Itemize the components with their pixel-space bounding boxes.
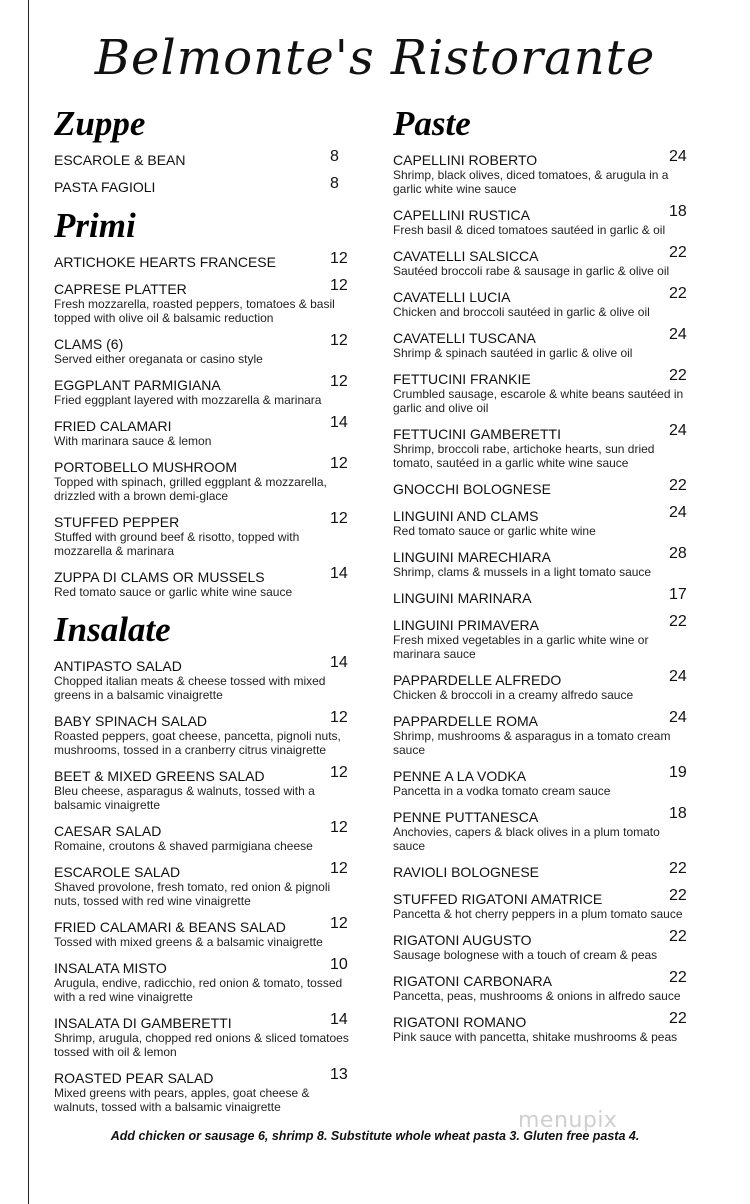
menu-item: [393, 367, 693, 415]
menu-item: [54, 860, 354, 908]
page-border-line: [28, 0, 29, 1204]
menu-item: [393, 764, 693, 798]
menu-item-description: Fresh mixed vegetables in a garlic white wine or marinara sauce: [393, 633, 649, 661]
menu-item-price: 22: [669, 244, 687, 261]
menu-item-description: Roasted peppers, goat cheese, pancetta, pignoli nuts, mushrooms, tossed in a cranberry citrus vinaigrette: [54, 729, 341, 757]
menu-item-description: With marinara sauce & lemon: [54, 434, 212, 448]
menu-item-price: 24: [669, 148, 687, 165]
menu-item-name: RIGATONI CARBONARA: [393, 973, 552, 989]
menu-item-name: LINGUINI PRIMAVERA: [393, 617, 539, 633]
menu-item-description: Chicken and broccoli sautéed in garlic & olive oil: [393, 305, 650, 319]
menu-item: [393, 613, 693, 661]
menu-item-price: 22: [669, 285, 687, 302]
menu-item-name: STUFFED PEPPER: [54, 514, 180, 530]
menu-item-description: Shrimp, black olives, diced tomatoes, & arugula in a garlic white wine sauce: [393, 168, 669, 196]
menu-item-name: CLAMS (6): [54, 336, 124, 352]
menu-item-description: Tossed with mixed greens & a balsamic vinaigrette: [54, 935, 323, 949]
menu-item: [54, 1066, 354, 1114]
menu-item-price: 24: [669, 422, 687, 439]
menu-item-name: CAPELLINI ROBERTO: [393, 152, 538, 168]
menu-item-name: PORTOBELLO MUSHROOM: [54, 459, 238, 475]
menu-item-description: Mixed greens with pears, apples, goat cheese & walnuts, tossed with a balsamic vinaigrette: [54, 1086, 310, 1114]
menu-item: [393, 422, 693, 470]
menu-item-price: 14: [330, 414, 348, 431]
menu-item-description: Pancetta in a vodka tomato cream sauce: [393, 784, 611, 798]
menu-item-description: Fried eggplant layered with mozzarella & marinara: [54, 393, 322, 407]
menu-item-name: RIGATONI AUGUSTO: [393, 932, 532, 948]
menu-item-description: Pancetta, peas, mushrooms & onions in alfredo sauce: [393, 989, 681, 1003]
menu-item-price: 14: [330, 565, 348, 582]
menu-item-description: Topped with spinach, grilled eggplant & mozzarella, drizzled with a brown demi-glace: [54, 475, 327, 503]
menu-item-name: CAVATELLI SALSICCA: [393, 248, 539, 264]
menu-item-name: BABY SPINACH SALAD: [54, 713, 208, 729]
menu-item: [54, 915, 354, 949]
menu-item-name: RAVIOLI BOLOGNESE: [393, 864, 540, 880]
menu-item-description: Red tomato sauce or garlic white wine: [393, 524, 596, 538]
menu-item: [54, 175, 354, 195]
section-title-insalate: Insalate: [54, 610, 171, 649]
menu-item-price: 12: [330, 915, 348, 932]
menu-item-name: FRIED CALAMARI: [54, 418, 172, 434]
menu-item-price: 24: [669, 668, 687, 685]
menu-item-description: Fresh basil & diced tomatoes sautéed in garlic & oil: [393, 223, 666, 237]
menu-item: [393, 285, 693, 319]
menu-item-price: 22: [669, 1010, 687, 1027]
menu-item-price: 24: [669, 326, 687, 343]
menu-item-price: 13: [330, 1066, 348, 1083]
menu-item-description: Shrimp, arugula, chopped red onions & sliced tomatoes tossed with oil & lemon: [54, 1031, 349, 1059]
menu-item-description: Shrimp, clams & mussels in a light tomato sauce: [393, 565, 652, 579]
menu-item-name: ANTIPASTO SALAD: [54, 658, 182, 674]
menu-item-name: ROASTED PEAR SALAD: [54, 1070, 214, 1086]
menu-item: [54, 414, 354, 448]
menu-column-left: [54, 100, 354, 1125]
menu-item: [54, 510, 354, 558]
menu-item-price: 12: [330, 709, 348, 726]
menu-item: [54, 148, 354, 168]
menu-column-right: [393, 100, 693, 1055]
menu-item-price: 12: [330, 455, 348, 472]
menu-item-price: 22: [669, 613, 687, 630]
menu-item: [393, 860, 693, 880]
menu-item-description: Shaved provolone, fresh tomato, red onion & pignoli nuts, tossed with red wine vinaigrette: [54, 880, 331, 908]
menu-item-price: 12: [330, 764, 348, 781]
menu-item-name: ZUPPA DI CLAMS OR MUSSELS: [54, 569, 265, 585]
menu-item-name: CAPELLINI RUSTICA: [393, 207, 530, 223]
menu-item-name: EGGPLANT PARMIGIANA: [54, 377, 221, 393]
menu-item-description: Red tomato sauce or garlic white wine sauce: [54, 585, 293, 599]
menu-item: [54, 1011, 354, 1059]
menu-item: [54, 764, 354, 812]
menu-item-description: Anchovies, capers & black olives in a plum tomato sauce: [393, 825, 660, 853]
menu-item: [393, 1010, 693, 1044]
menu-item: [54, 565, 354, 599]
menu-item-name: PENNE PUTTANESCA: [393, 809, 539, 825]
menu-item: [393, 928, 693, 962]
menu-item-name: ARTICHOKE HEARTS FRANCESE: [54, 254, 276, 270]
menu-item-price: 12: [330, 250, 348, 267]
menu-item-description: Chopped italian meats & cheese tossed with mixed greens in a balsamic vinaigrette: [54, 674, 326, 702]
menu-item-price: 8: [330, 175, 339, 192]
menu-item-description: Sautéed broccoli rabe & sausage in garlic & olive oil: [393, 264, 670, 278]
menu-item-price: 18: [669, 203, 687, 220]
menu-item-name: RIGATONI ROMANO: [393, 1014, 527, 1030]
menu-item-name: FETTUCINI GAMBERETTI: [393, 426, 561, 442]
menu-item: [54, 373, 354, 407]
menu-item: [54, 819, 354, 853]
menu-item-name: ESCAROLE & BEAN: [54, 152, 186, 168]
menu-item-name: FRIED CALAMARI & BEANS SALAD: [54, 919, 286, 935]
menu-item-price: 12: [330, 332, 348, 349]
menu-item-description: Pink sauce with pancetta, shitake mushrooms & peas: [393, 1030, 678, 1044]
menu-item-name: STUFFED RIGATONI AMATRICE: [393, 891, 603, 907]
menu-item: [54, 277, 354, 325]
menu-item: [393, 504, 693, 538]
menu-item-price: 12: [330, 373, 348, 390]
menu-item-price: 24: [669, 709, 687, 726]
menu-item: [54, 250, 354, 270]
menu-item-description: Sausage bolognese with a touch of cream & peas: [393, 948, 658, 962]
menu-item-price: 17: [669, 586, 687, 603]
menu-item-name: CAVATELLI TUSCANA: [393, 330, 536, 346]
menu-item-price: 12: [330, 510, 348, 527]
menu-item-description: Stuffed with ground beef & risotto, topped with mozzarella & marinara: [54, 530, 300, 558]
menu-item-name: PAPPARDELLE ALFREDO: [393, 672, 562, 688]
menu-item-description: Served either oreganata or casino style: [54, 352, 263, 366]
menu-item: [54, 332, 354, 366]
menu-item: [54, 654, 354, 702]
restaurant-title: Belmonte's Ristorante: [94, 30, 656, 86]
menu-item-price: 14: [330, 654, 348, 671]
menu-item-price: 22: [669, 367, 687, 384]
menu-item: [393, 887, 693, 921]
menu-item-price: 12: [330, 860, 348, 877]
menu-item-name: FETTUCINI FRANKIE: [393, 371, 531, 387]
menu-item-name: PASTA FAGIOLI: [54, 179, 156, 195]
menu-item-name: PAPPARDELLE ROMA: [393, 713, 538, 729]
menu-item-name: LINGUINI MARECHIARA: [393, 549, 551, 565]
menu-footer-note: Add chicken or sausage 6, shrimp 8. Substitute whole wheat pasta 3. Gluten free pasta 4.: [110, 1129, 640, 1143]
menu-item: [393, 805, 693, 853]
menu-item-name: ESCAROLE SALAD: [54, 864, 181, 880]
menu-item-name: INSALATA DI GAMBERETTI: [54, 1015, 232, 1031]
menu-item-price: 19: [669, 764, 687, 781]
menu-item-name: INSALATA MISTO: [54, 960, 167, 976]
menu-item-name: GNOCCHI BOLOGNESE: [393, 481, 551, 497]
menu-item-description: Shrimp, broccoli rabe, artichoke hearts, sun dried tomato, sautéed in a garlic white wine sauce: [393, 442, 655, 470]
menu-item-name: CAESAR SALAD: [54, 823, 162, 839]
menu-item-name: CAVATELLI LUCIA: [393, 289, 511, 305]
menu-item-price: 22: [669, 887, 687, 904]
menu-item: [393, 244, 693, 278]
menu-item-price: 22: [669, 477, 687, 494]
menu-item: [393, 203, 693, 237]
menu-item: [393, 148, 693, 196]
menu-item-price: 22: [669, 860, 687, 877]
menu-item-price: 22: [669, 928, 687, 945]
menu-item-description: Fresh mozzarella, roasted peppers, tomatoes & basil topped with olive oil & balsamic reduction: [54, 297, 335, 325]
menu-item: [54, 455, 354, 503]
menu-item-price: 14: [330, 1011, 348, 1028]
menu-item-description: Bleu cheese, asparagus & walnuts, tossed with a balsamic vinaigrette: [54, 784, 315, 812]
menu-item-name: BEET & MIXED GREENS SALAD: [54, 768, 265, 784]
menu-item-description: Pancetta & hot cherry peppers in a plum tomato sauce: [393, 907, 683, 921]
menu-item-description: Romaine, croutons & shaved parmigiana cheese: [54, 839, 313, 853]
menu-item: [393, 477, 693, 497]
menu-item-name: LINGUINI MARINARA: [393, 590, 532, 606]
menu-item-price: 8: [330, 148, 339, 165]
menu-item-price: 10: [330, 956, 348, 973]
menu-item-description: Crumbled sausage, escarole & white beans sautéed in garlic and olive oil: [393, 387, 684, 415]
menu-item: [54, 956, 354, 1004]
menu-item-description: Shrimp, mushrooms & asparagus in a tomato cream sauce: [393, 729, 671, 757]
menu-item-description: Shrimp & spinach sautéed in garlic & olive oil: [393, 346, 633, 360]
section-title-paste: Paste: [393, 104, 471, 143]
menu-item: [393, 586, 693, 606]
menu-item-name: LINGUINI AND CLAMS: [393, 508, 539, 524]
menu-item-price: 18: [669, 805, 687, 822]
menu-item: [393, 668, 693, 702]
menu-item: [393, 326, 693, 360]
menu-item-price: 12: [330, 819, 348, 836]
menu-item-price: 24: [669, 504, 687, 521]
menu-item: [393, 709, 693, 757]
watermark-logo: menupix: [518, 1108, 618, 1133]
menu-item-price: 28: [669, 545, 687, 562]
menu-item-price: 12: [330, 277, 348, 294]
menu-item-description: Chicken & broccoli in a creamy alfredo sauce: [393, 688, 634, 702]
section-title-primi: Primi: [54, 206, 136, 245]
section-title-zuppe: Zuppe: [54, 104, 146, 143]
menu-item-name: PENNE A LA VODKA: [393, 768, 527, 784]
menu-item: [54, 709, 354, 757]
menu-item-name: CAPRESE PLATTER: [54, 281, 187, 297]
menu-item-description: Arugula, endive, radicchio, red onion & tomato, tossed with a red wine vinaigrette: [54, 976, 343, 1004]
menu-item: [393, 545, 693, 579]
menu-item-price: 22: [669, 969, 687, 986]
menu-item: [393, 969, 693, 1003]
